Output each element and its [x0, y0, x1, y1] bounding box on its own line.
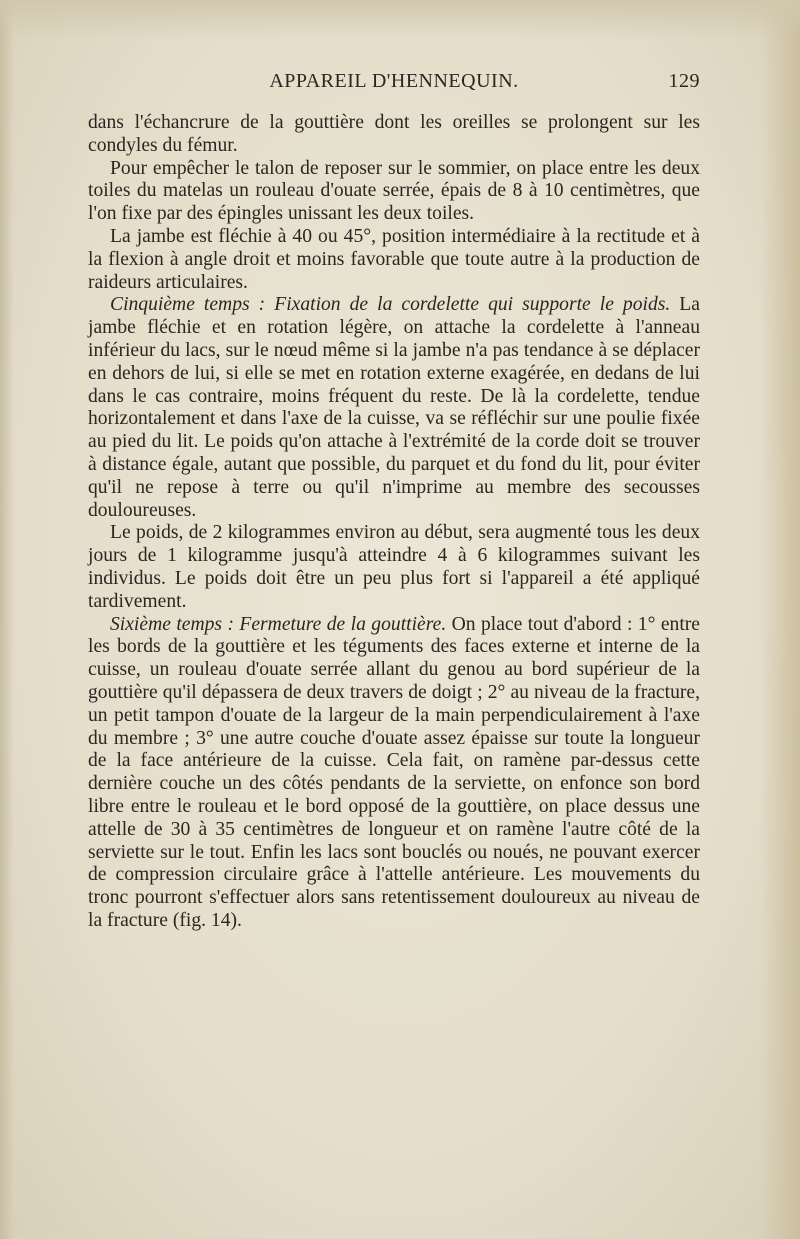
- fifth-step-heading: Cinquième temps : Fixation de la cordelette qui supporte le poids.: [110, 294, 671, 316]
- page-edge-left: [0, 0, 14, 1239]
- page-edge-right: [760, 0, 800, 1239]
- sixth-step-heading: Sixième temps : Fermeture de la gouttière.: [110, 613, 447, 635]
- paragraph-weight: Le poids, de 2 kilogrammes environ au début, sera augmenté tous les deux jours de 1 kilogramme jusqu'à atteindre 4 à 6 kilogrammes suivant les individus. Le poids doit être un peu plus fort si l'appareil a été appliqué tardivement.: [88, 522, 700, 612]
- paragraph-fifth-step: [88, 294, 700, 522]
- fifth-step-text: La jambe fléchie et en rotation légère, on attache la cordelette à l'anneau inférieur du lacs, sur le nœud même si la jambe n'a pas tendance à se déplacer en dehors de lui, si elle se met en rotation externe exagérée, en dedans de lui dans le cas contraire, moins fréquent du reste. De là la cordelette, tendue horizontalement et dans l'axe de la cuisse, va se réfléchir sur une poulie fixée au pied du lit. Le poids qu'on attache à l'extrémité de la corde doit se trouver à distance égale, autant que possible, du parquet et du fond du lit, pour éviter qu'il ne repose à terre ou qu'il n'imprime au membre des secousses douloureuses.: [88, 294, 700, 521]
- sixth-step-text: On place tout d'abord : 1° entre les bords de la gouttière et les téguments des faces externe et interne de la cuisse, un rouleau d'ouate serrée allant du genou au bord supérieur de la gouttière qu'il dépassera de deux travers de doigt ; 2° au niveau de la fracture, un petit tampon d'ouate de la largeur de la main perpendiculairement à l'axe du membre ; 3° une autre couche d'ouate assez épaisse sur toute la longueur de la face antérieure de la cuisse. Cela fait, on ramène par-dessus cette dernière couche un des côtés pendants de la serviette, on enfonce son bord libre entre le rouleau et le bord opposé de la gouttière, on place dessus une attelle de 30 à 35 centimètres de longueur et on ramène l'autre côté de la serviette sur le tout. Enfin les lacs sont bouclés ou noués, ne pouvant exercer de compression circulaire grâce à l'attelle antérieure. Les mouvements du tronc pourront s'effectuer alors sans retentissement douloureux au niveau de la fracture (fig. 14).: [88, 613, 700, 931]
- running-title: APPAREIL D'HENNEQUIN.: [269, 70, 519, 92]
- paragraph-continuation: dans l'échancrure de la gouttière dont les oreilles se prolongent sur les condyles du fémur.: [88, 112, 700, 156]
- page-edge-top: [0, 0, 800, 40]
- paragraph-heel-support: Pour empêcher le talon de reposer sur le sommier, on place entre les deux toiles du matelas un rouleau d'ouate serrée, épais de 8 à 10 centimètres, que l'on fixe par des épingles unissant les deux toiles.: [88, 157, 700, 225]
- paragraph-leg-flexion: La jambe est fléchie à 40 ou 45°, position intermédiaire à la rectitude et à la flexion à angle droit et moins favorable que toute autre à la production de raideurs articulaires.: [88, 225, 700, 293]
- page-number: 129: [668, 70, 700, 92]
- paragraph-sixth-step: [88, 614, 700, 933]
- body-text: [88, 112, 700, 933]
- running-header: [88, 70, 700, 100]
